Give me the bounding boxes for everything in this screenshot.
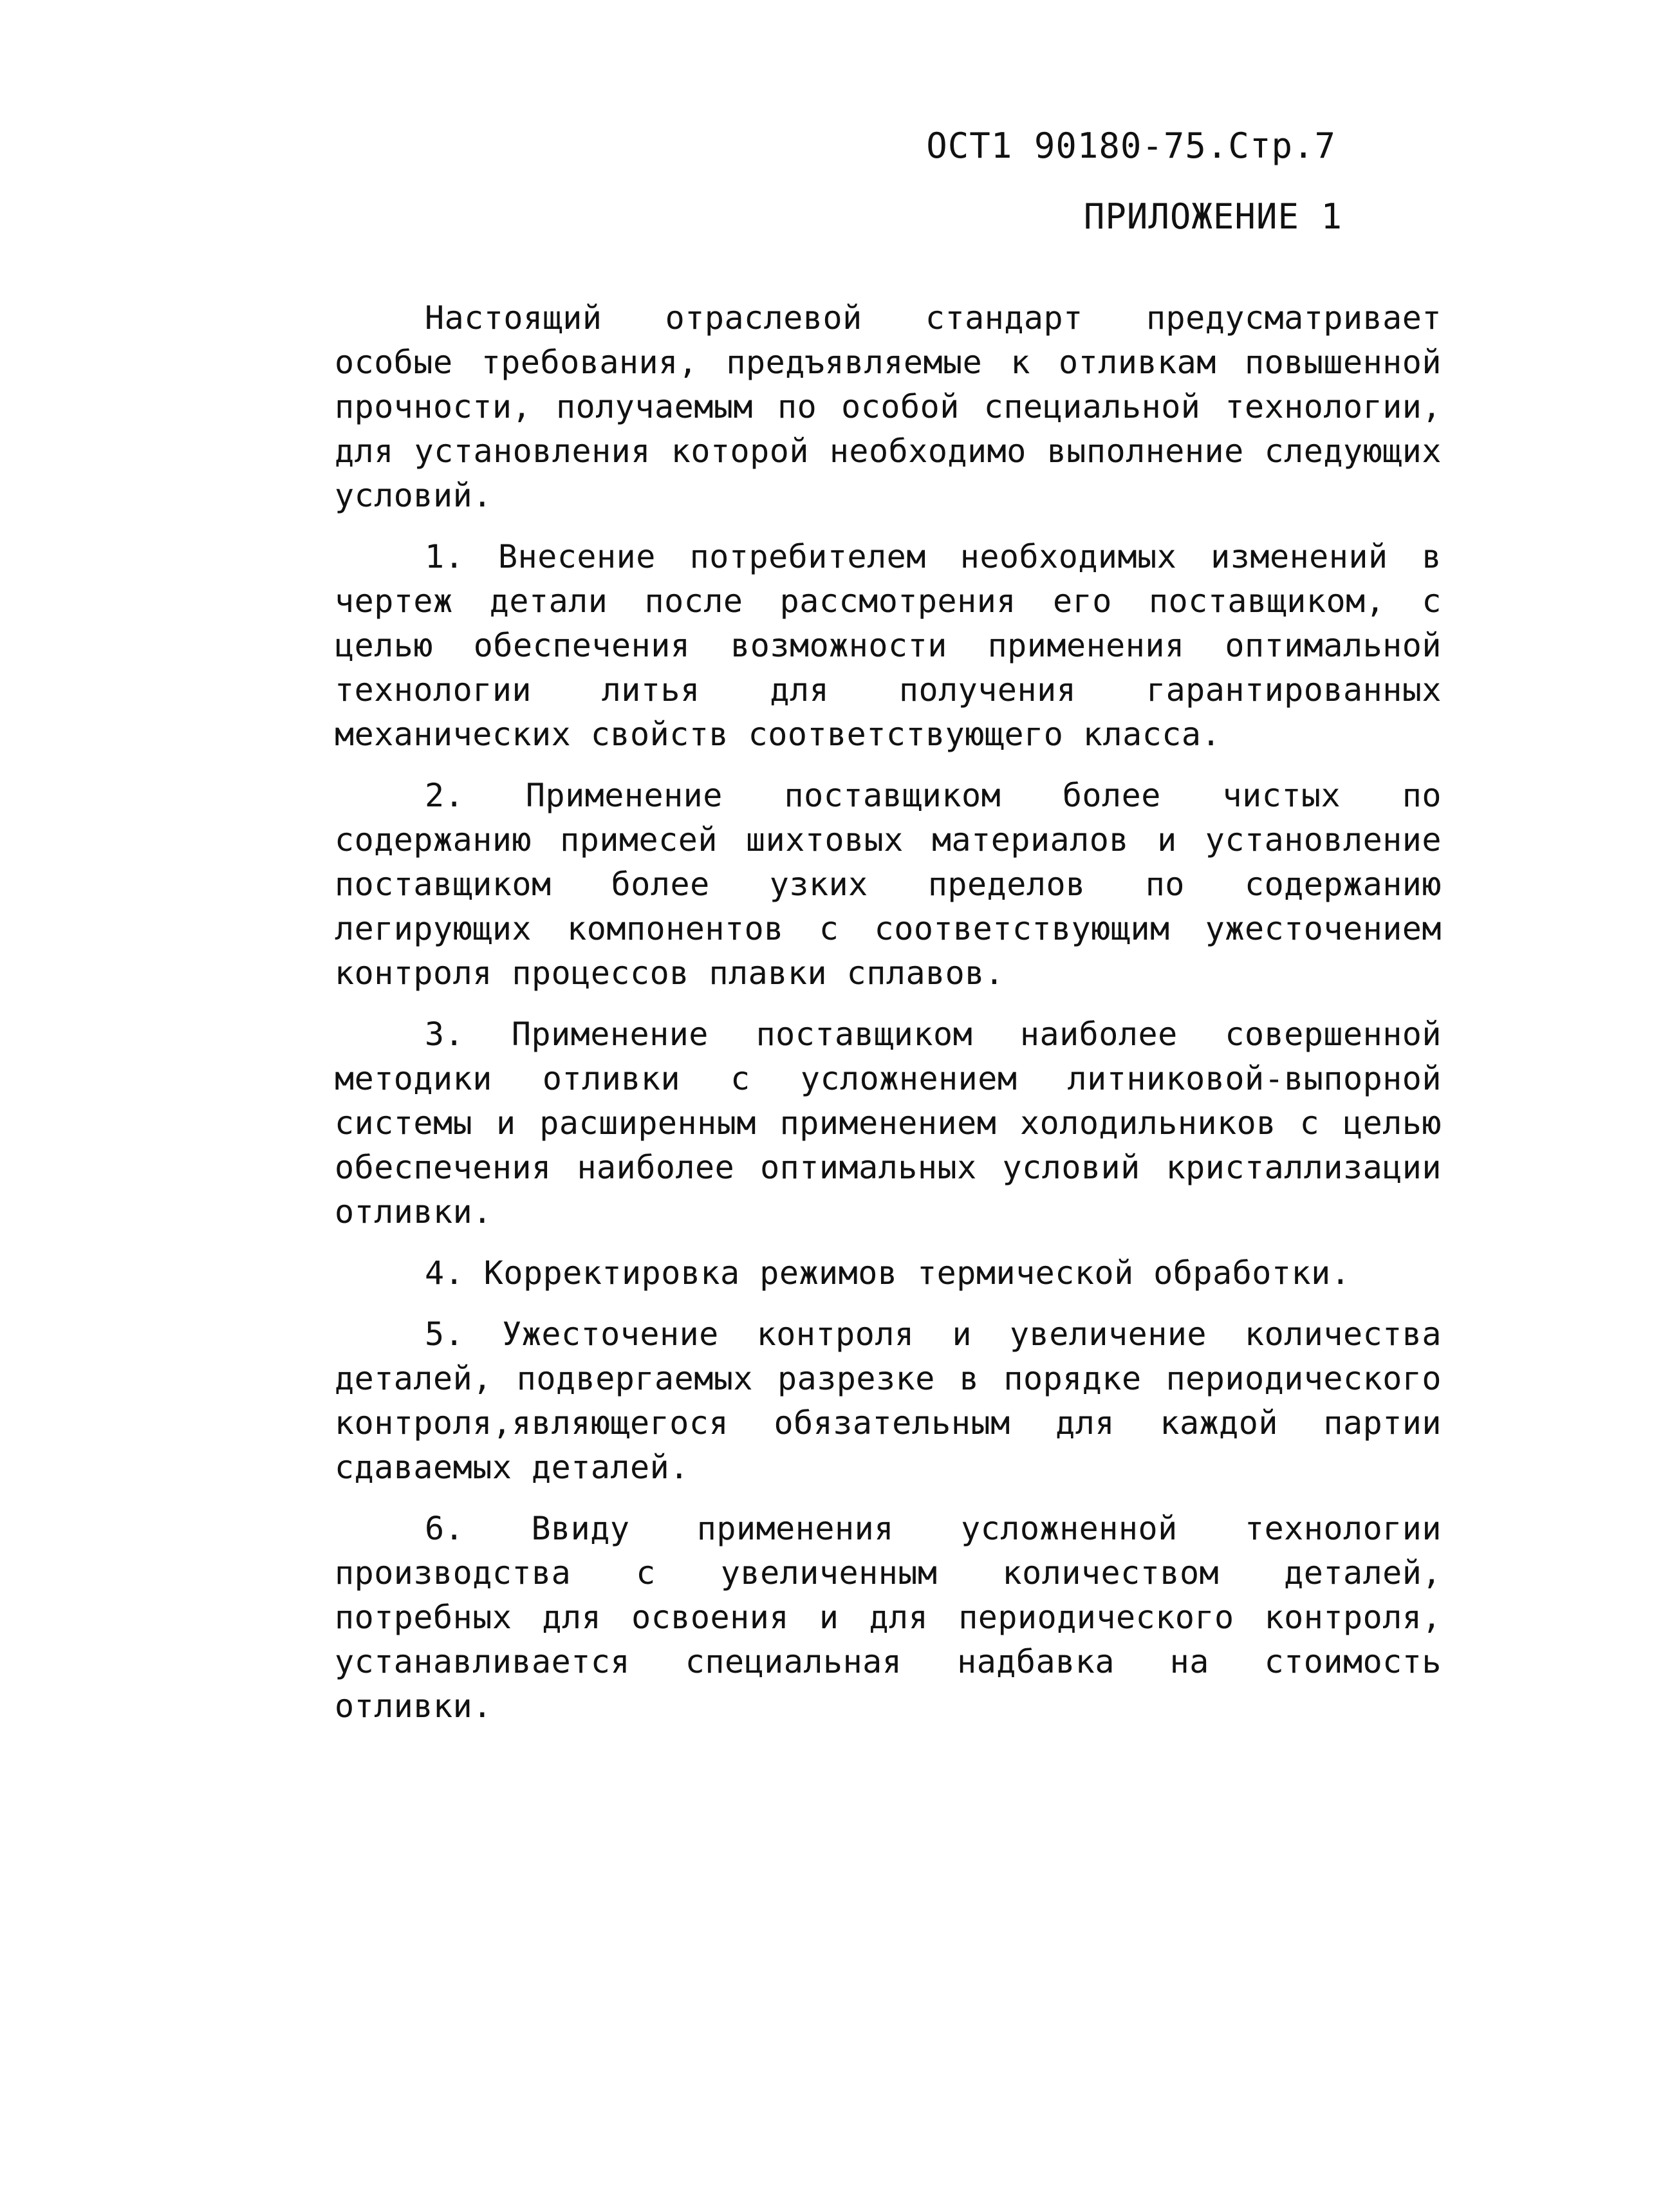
list-item: 1. Внесение потребителем необходимых изменений в чертеж детали после рассмотрения его поставщиком, с целью обеспечения возможности применения оптимальной технологии литья для получения гарантированных механических свойств соответствующего класса. [335, 538, 1442, 753]
list-item: 6. Ввиду применения усложненной технологии производства с увеличенным количеством деталей, потребных для освоения и для периодического контроля, устанавливается специальная надбавка на стоимость отливки. [335, 1510, 1442, 1725]
document-body [335, 296, 1442, 1745]
list-item: 4. Корректировка режимов термической обработки. [425, 1254, 1351, 1292]
document-code: ОСТ1 90180-75.Стр.7 [926, 125, 1336, 166]
list-item: 5. Ужесточение контроля и увеличение количества деталей, подвергаемых разрезке в порядке периодического контроля,являющегося обязательным для каждой партии сдаваемых деталей. [335, 1315, 1442, 1486]
intro-paragraph: Настоящий отраслевой стандарт предусматривает особые требования, предъявляемые к отливкам повышенной прочности, получаемым по особой специальной технологии, для установления которой необходимо выполнение следующих условий. [335, 299, 1442, 514]
list-item: 2. Применение поставщиком более чистых по содержанию примесей шихтовых материалов и установление поставщиком более узких пределов по содержанию легирующих компонентов с соответствующим ужесточением контроля процессов плавки сплавов. [335, 777, 1442, 992]
appendix-title: ПРИЛОЖЕНИЕ 1 [1083, 196, 1342, 237]
list-item: 3. Применение поставщиком наиболее совершенной методики отливки с усложнением литниковой-выпорной системы и расширенным применением холодильников с целью обеспечения наиболее оптимальных условий кристаллизации отливки. [335, 1016, 1442, 1231]
